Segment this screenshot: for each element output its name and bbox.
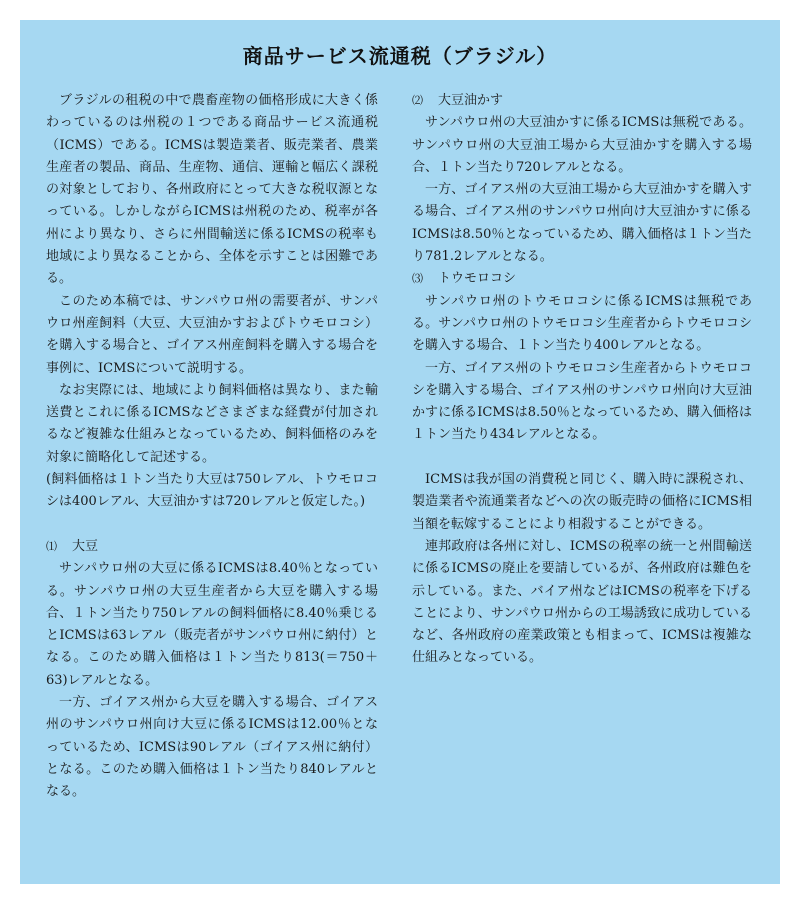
spacer bbox=[412, 447, 752, 469]
section-title: 大豆 bbox=[72, 538, 99, 554]
intro-paragraph-3: なお実際には、地域により飼料価格は異なり、また輸送費とこれに係るICMSなどさまざまな経費が付加されるなど複雑な仕組みとなっているため、飼料価格のみを対象に簡略化して記述する。 bbox=[46, 382, 378, 465]
section-heading-corn bbox=[412, 268, 752, 290]
section-number: ⑶ bbox=[412, 272, 423, 286]
soybean-meal-paragraph-2: 一方、ゴイアス州の大豆油工場から大豆油かすを購入する場合、ゴイアス州のサンパウロ州向け大豆油かすに係るICMSは8.50％となっているため、購入価格は１トン当たり781.2レアルとなる。 bbox=[412, 182, 752, 265]
article-title: 商品サービス流通税（ブラジル） bbox=[242, 44, 558, 68]
spacer bbox=[46, 514, 378, 536]
left-column bbox=[46, 90, 378, 804]
right-column bbox=[412, 90, 752, 670]
article-panel bbox=[20, 20, 780, 884]
section-heading-soybean-meal bbox=[412, 90, 752, 112]
closing-paragraph-1: ICMSは我が国の消費税と同じく、購入時に課税され、製造業者や流通業者などへの次の販売時の価格にICMS相当額を転嫁することにより相殺することができる。 bbox=[412, 472, 752, 532]
section-number: ⑵ bbox=[412, 94, 423, 107]
soybean-meal-paragraph-1: サンパウロ州の大豆油かすに係るICMSは無税である。サンパウロ州の大豆油工場から大豆油かすを購入する場合、１トン当たり720レアルとなる。 bbox=[412, 115, 752, 175]
intro-paragraph-1: ブラジルの租税の中で農畜産物の価格形成に大きく係わっているのは州税の１つである商品サービス流通税（ICMS）である。ICMSは製造業者、販売業者、農業生産者の製品、商品、生産物、通信、運輸と幅広く課税の対象としており、各州政府にとって大きな税収源となっている。しかしながらICMSは州税のため、税率が各州により異なり、さらに州間輸送に係るICMSの税率も地域により異なることから、全体を示すことは困難である。 bbox=[46, 93, 378, 287]
section-title: トウモロコシ bbox=[438, 271, 517, 287]
soybean-paragraph-2: 一方、ゴイアス州から大豆を購入する場合、ゴイアス州のサンパウロ州向け大豆に係るICMSは12.00％となっているため、ICMSは90レアル（ゴイアス州に納付）となる。このため購入価格は１トン当たり840レアルとなる。 bbox=[46, 695, 378, 800]
intro-paragraph-2: このため本稿では、サンパウロ州の需要者が、サンパウロ州産飼料（大豆、大豆油かすおよびトウモロコシ）を購入する場合と、ゴイアス州産飼料を購入する場合を事例に、ICMSについて説明する。 bbox=[46, 293, 378, 376]
price-assumption-note: (飼料価格は１トン当たり大豆は750レアル、トウモロコシは400レアル、大豆油かすは720レアルと仮定した。) bbox=[46, 472, 378, 510]
section-number: ⑴ bbox=[46, 539, 57, 553]
closing-paragraph-2: 連邦政府は各州に対し、ICMSの税率の統一と州間輸送に係るICMSの廃止を要請しているが、各州政府は難色を示している。また、バイア州などはICMSの税率を下げることにより、サンパウロ州からの工場誘致に成功しているなど、各州政府の産業政策とも相まって、ICMSは複雑な仕組みとなっている。 bbox=[412, 538, 752, 666]
section-heading-soybean bbox=[46, 536, 378, 558]
section-title: 大豆油かす bbox=[438, 93, 504, 108]
corn-paragraph-2: 一方、ゴイアス州のトウモロコシ生産者からトウモロコシを購入する場合、ゴイアス州のサンパウロ州向け大豆油かすに係るICMSは8.50％となっているため、購入価格は１トン当たり434レアルとなる。 bbox=[412, 360, 752, 443]
corn-paragraph-1: サンパウロ州のトウモロコシに係るICMSは無税である。サンパウロ州のトウモロコシ生産者からトウモロコシを購入する場合、１トン当たり400レアルとなる。 bbox=[412, 293, 752, 354]
soybean-paragraph-1: サンパウロ州の大豆に係るICMSは8.40％となっている。サンパウロ州の大豆生産者から大豆を購入する場合、１トン当たり750レアルの飼料価格に8.40％乗じるとICMSは63レアル（販売者がサンパウロ州に納付）となる。このため購入価格は１トン当たり813(＝750＋63)レアルとなる。 bbox=[46, 561, 378, 688]
